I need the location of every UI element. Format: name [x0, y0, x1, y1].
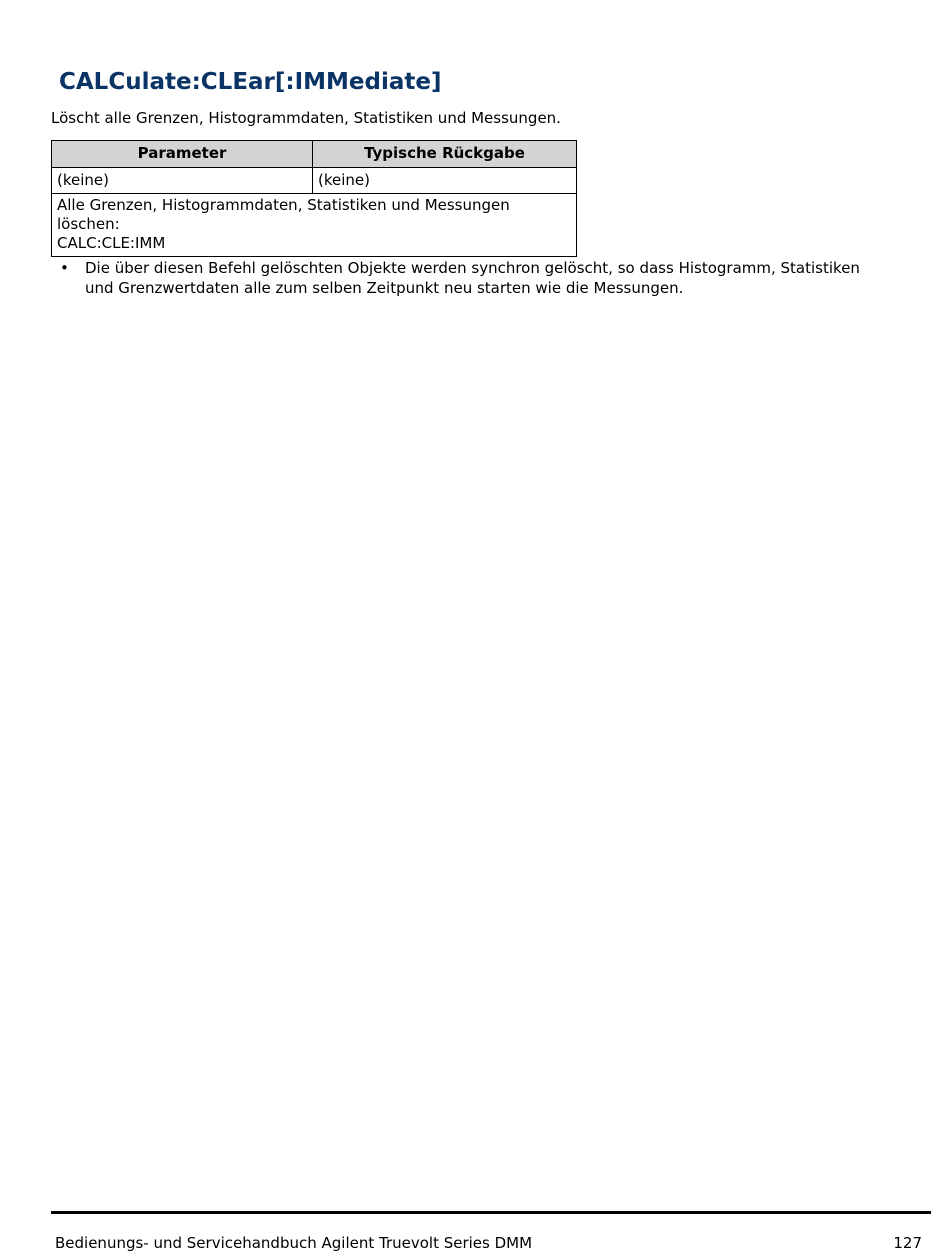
table-cell-typical-return: (keine) [313, 168, 577, 194]
table-header-row [52, 141, 577, 168]
example-description: Alle Grenzen, Histogrammdaten, Statistiken und Messungen löschen: [57, 196, 510, 233]
list-item [60, 258, 890, 298]
table-header-typical-return: Typische Rückgabe [313, 141, 577, 168]
notes-list [60, 258, 890, 298]
table-cell-parameter: (keine) [52, 168, 313, 194]
footer-divider [51, 1211, 931, 1214]
parameter-table [51, 140, 577, 257]
table-example-cell [52, 194, 577, 257]
bullet-icon: • [60, 259, 69, 277]
table-row [52, 168, 577, 194]
table-header-parameter: Parameter [52, 141, 313, 168]
footer-title: Bedienungs- und Servicehandbuch Agilent Truevolt Series DMM [55, 1234, 533, 1252]
page-title: CALCulate:CLEar[:IMMediate] [59, 69, 442, 95]
command-description: Löscht alle Grenzen, Histogrammdaten, Statistiken und Messungen. [51, 109, 561, 127]
example-command: CALC:CLE:IMM [57, 234, 166, 252]
table-example-row [52, 194, 577, 257]
page-number: 127 [893, 1234, 922, 1252]
note-text: Die über diesen Befehl gelöschten Objekte werden synchron gelöscht, so dass Histogramm, Statistiken und Grenzwertdaten alle zum selben Zeitpunkt neu starten wie die Messungen. [85, 259, 860, 297]
